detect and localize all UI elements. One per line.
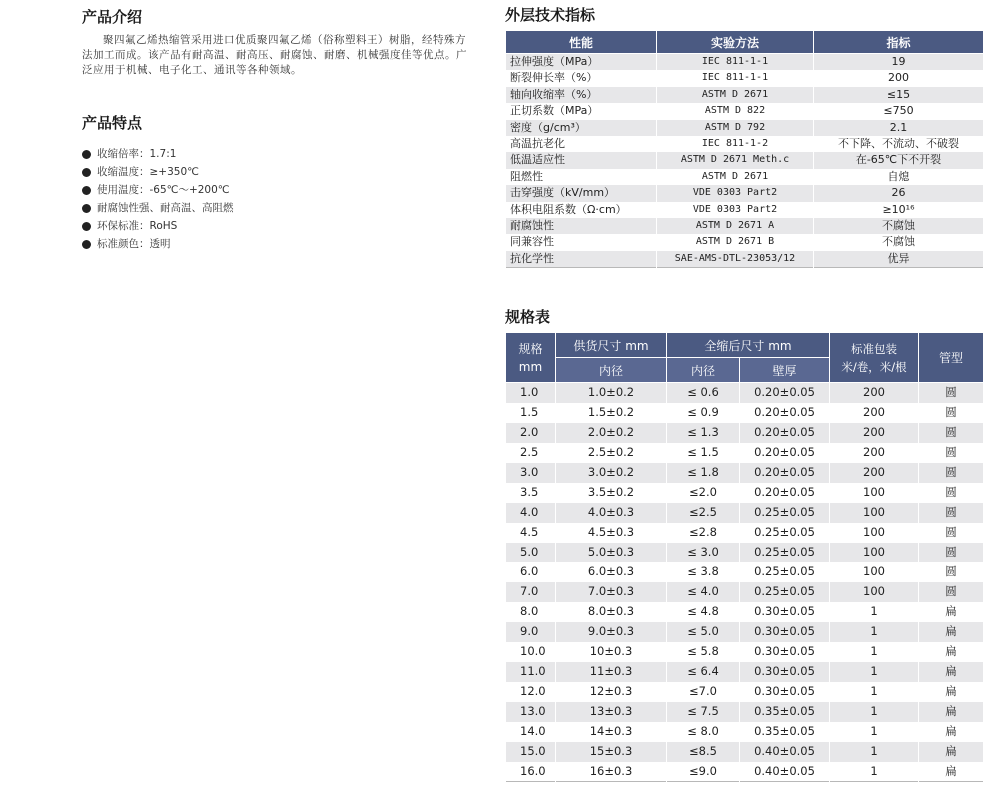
feature-item bbox=[82, 145, 474, 163]
spec-cell-package: 1 bbox=[830, 742, 919, 762]
feature-item bbox=[82, 235, 474, 253]
tech-cell-method: VDE 0303 Part2 bbox=[657, 185, 814, 201]
spec-cell-size: 16.0 bbox=[506, 762, 556, 782]
feature-text: 收缩倍率：1.7:1 bbox=[97, 148, 177, 160]
spec-cell-wall: 0.30±0.05 bbox=[740, 662, 830, 682]
spec-cell-wall: 0.20±0.05 bbox=[740, 383, 830, 403]
spec-cell-type: 圆 bbox=[919, 403, 984, 423]
spec-cell-shrunk-id: ≤9.0 bbox=[667, 762, 740, 782]
spec-cell-size: 14.0 bbox=[506, 722, 556, 742]
spec-row bbox=[506, 403, 984, 423]
spec-cell-size: 2.5 bbox=[506, 443, 556, 463]
spec-cell-size: 3.0 bbox=[506, 463, 556, 483]
spec-cell-supply-id: 5.0±0.3 bbox=[556, 543, 667, 563]
spec-cell-type: 扁 bbox=[919, 642, 984, 662]
tech-cell-value: 不下降、不流动、不破裂 bbox=[814, 136, 984, 152]
spec-cell-supply-id: 1.5±0.2 bbox=[556, 403, 667, 423]
spec-cell-package: 1 bbox=[830, 722, 919, 742]
spec-cell-type: 扁 bbox=[919, 722, 984, 742]
feature-text: 标准颜色：透明 bbox=[97, 238, 171, 250]
feature-item bbox=[82, 199, 474, 217]
spec-cell-wall: 0.40±0.05 bbox=[740, 762, 830, 782]
spec-cell-wall: 0.30±0.05 bbox=[740, 642, 830, 662]
tech-row bbox=[506, 202, 984, 218]
tech-cell-property: 耐腐蚀性 bbox=[506, 218, 657, 234]
tech-cell-method: ASTM D 822 bbox=[657, 103, 814, 119]
spec-header-shrunk-wall: 壁厚 bbox=[740, 358, 830, 383]
tech-header-method: 实验方法 bbox=[657, 31, 814, 54]
tech-cell-value: 在-65℃下不开裂 bbox=[814, 152, 984, 168]
spec-row bbox=[506, 622, 984, 642]
spec-cell-supply-id: 10±0.3 bbox=[556, 642, 667, 662]
spec-header-supply: 供货尺寸 mm bbox=[556, 333, 667, 358]
spec-cell-size: 8.0 bbox=[506, 602, 556, 622]
tech-cell-property: 体积电阻系数（Ω·cm） bbox=[506, 202, 657, 218]
spec-cell-supply-id: 9.0±0.3 bbox=[556, 622, 667, 642]
left-column bbox=[82, 6, 474, 253]
spec-cell-size: 5.0 bbox=[506, 543, 556, 563]
tech-cell-property: 正切系数（MPa） bbox=[506, 103, 657, 119]
spec-cell-shrunk-id: ≤7.0 bbox=[667, 682, 740, 702]
spec-cell-size: 10.0 bbox=[506, 642, 556, 662]
spec-row bbox=[506, 722, 984, 742]
spec-row bbox=[506, 762, 984, 782]
tech-row bbox=[506, 251, 984, 268]
spec-cell-size: 6.0 bbox=[506, 562, 556, 582]
spec-header-type: 管型 bbox=[919, 333, 984, 383]
spec-cell-package: 1 bbox=[830, 762, 919, 782]
spec-row bbox=[506, 702, 984, 722]
spec-cell-package: 200 bbox=[830, 463, 919, 483]
spec-cell-supply-id: 2.0±0.2 bbox=[556, 423, 667, 443]
spec-cell-wall: 0.20±0.05 bbox=[740, 443, 830, 463]
tech-cell-property: 拉伸强度（MPa） bbox=[506, 54, 657, 71]
spec-cell-shrunk-id: ≤2.5 bbox=[667, 503, 740, 523]
spec-cell-supply-id: 12±0.3 bbox=[556, 682, 667, 702]
spec-cell-supply-id: 15±0.3 bbox=[556, 742, 667, 762]
tech-cell-property: 高温抗老化 bbox=[506, 136, 657, 152]
feature-item bbox=[82, 163, 474, 181]
spec-row bbox=[506, 443, 984, 463]
spec-cell-supply-id: 4.0±0.3 bbox=[556, 503, 667, 523]
spec-cell-package: 200 bbox=[830, 423, 919, 443]
spec-cell-supply-id: 4.5±0.3 bbox=[556, 523, 667, 543]
spec-cell-size: 12.0 bbox=[506, 682, 556, 702]
spec-cell-shrunk-id: ≤ 1.3 bbox=[667, 423, 740, 443]
spec-cell-supply-id: 11±0.3 bbox=[556, 662, 667, 682]
tech-cell-property: 抗化学性 bbox=[506, 251, 657, 268]
tech-cell-method: SAE-AMS-DTL-23053/12 bbox=[657, 251, 814, 268]
spec-cell-package: 100 bbox=[830, 523, 919, 543]
intro-title: 产品介绍 bbox=[82, 8, 143, 26]
spec-cell-wall: 0.35±0.05 bbox=[740, 722, 830, 742]
spec-cell-package: 200 bbox=[830, 443, 919, 463]
bullet-dot-icon bbox=[82, 204, 91, 213]
spec-row bbox=[506, 742, 984, 762]
features-list bbox=[82, 145, 474, 253]
tech-cell-method: ASTM D 2671 A bbox=[657, 218, 814, 234]
tech-row bbox=[506, 169, 984, 185]
spec-cell-package: 200 bbox=[830, 383, 919, 403]
spec-row bbox=[506, 483, 984, 503]
spec-cell-shrunk-id: ≤ 8.0 bbox=[667, 722, 740, 742]
spec-cell-package: 100 bbox=[830, 562, 919, 582]
tech-cell-property: 击穿强度（kV/mm） bbox=[506, 185, 657, 201]
spec-cell-shrunk-id: ≤2.0 bbox=[667, 483, 740, 503]
spec-cell-type: 扁 bbox=[919, 602, 984, 622]
tech-title: 外层技术指标 bbox=[505, 6, 596, 24]
spec-cell-wall: 0.25±0.05 bbox=[740, 503, 830, 523]
spec-row bbox=[506, 662, 984, 682]
tech-cell-property: 断裂伸长率（%） bbox=[506, 70, 657, 86]
tech-cell-method: IEC 811-1-1 bbox=[657, 70, 814, 86]
spec-cell-shrunk-id: ≤2.8 bbox=[667, 523, 740, 543]
tech-row bbox=[506, 234, 984, 250]
spec-cell-shrunk-id: ≤ 4.0 bbox=[667, 582, 740, 602]
spec-cell-supply-id: 3.0±0.2 bbox=[556, 463, 667, 483]
feature-text: 环保标准：RoHS bbox=[97, 220, 178, 232]
spec-cell-type: 扁 bbox=[919, 702, 984, 722]
spec-cell-size: 13.0 bbox=[506, 702, 556, 722]
spec-cell-package: 100 bbox=[830, 483, 919, 503]
intro-text: 聚四氟乙烯热缩管采用进口优质聚四氟乙烯（俗称塑料王）树脂，经特殊方法加工而成。该产品有耐高温、耐高压、耐腐蚀、耐磨、机械强度佳等优点。广泛应用于机械、电子化工、通讯等各种领域。 bbox=[82, 34, 467, 76]
tech-cell-value: 不腐蚀 bbox=[814, 234, 984, 250]
spec-cell-package: 100 bbox=[830, 543, 919, 563]
spec-cell-type: 扁 bbox=[919, 662, 984, 682]
spec-cell-type: 扁 bbox=[919, 762, 984, 782]
tech-table bbox=[505, 30, 984, 268]
spec-body bbox=[506, 383, 984, 782]
spec-row bbox=[506, 523, 984, 543]
spec-cell-size: 4.0 bbox=[506, 503, 556, 523]
spec-cell-wall: 0.30±0.05 bbox=[740, 602, 830, 622]
features-title: 产品特点 bbox=[82, 114, 143, 132]
spec-cell-wall: 0.20±0.05 bbox=[740, 403, 830, 423]
spec-row bbox=[506, 562, 984, 582]
spec-cell-wall: 0.25±0.05 bbox=[740, 562, 830, 582]
spec-cell-wall: 0.30±0.05 bbox=[740, 682, 830, 702]
tech-cell-method: ASTM D 2671 bbox=[657, 87, 814, 103]
spec-row bbox=[506, 463, 984, 483]
tech-cell-property: 阻燃性 bbox=[506, 169, 657, 185]
spec-cell-shrunk-id: ≤ 5.8 bbox=[667, 642, 740, 662]
spec-cell-type: 圆 bbox=[919, 483, 984, 503]
spec-row bbox=[506, 503, 984, 523]
tech-row bbox=[506, 218, 984, 234]
spec-cell-supply-id: 6.0±0.3 bbox=[556, 562, 667, 582]
spec-cell-type: 圆 bbox=[919, 543, 984, 563]
spec-cell-shrunk-id: ≤ 7.5 bbox=[667, 702, 740, 722]
tech-row bbox=[506, 136, 984, 152]
spec-cell-package: 100 bbox=[830, 582, 919, 602]
tech-cell-value: ≥10¹⁶ bbox=[814, 202, 984, 218]
tech-cell-value: 200 bbox=[814, 70, 984, 86]
spec-cell-type: 圆 bbox=[919, 523, 984, 543]
spec-cell-shrunk-id: ≤ 3.0 bbox=[667, 543, 740, 563]
spec-cell-size: 1.5 bbox=[506, 403, 556, 423]
tech-header-property: 性能 bbox=[506, 31, 657, 54]
spec-cell-size: 11.0 bbox=[506, 662, 556, 682]
spec-cell-shrunk-id: ≤ 1.5 bbox=[667, 443, 740, 463]
spec-cell-package: 200 bbox=[830, 403, 919, 423]
spec-cell-package: 1 bbox=[830, 622, 919, 642]
bullet-dot-icon bbox=[82, 222, 91, 231]
feature-item bbox=[82, 217, 474, 235]
tech-row bbox=[506, 70, 984, 86]
spec-cell-package: 1 bbox=[830, 682, 919, 702]
spec-cell-supply-id: 14±0.3 bbox=[556, 722, 667, 742]
tech-row bbox=[506, 152, 984, 168]
spec-cell-supply-id: 16±0.3 bbox=[556, 762, 667, 782]
tech-header-value: 指标 bbox=[814, 31, 984, 54]
spec-cell-supply-id: 7.0±0.3 bbox=[556, 582, 667, 602]
tech-cell-method: ASTM D 2671 bbox=[657, 169, 814, 185]
spec-header-size: 规格 mm bbox=[506, 333, 556, 383]
tech-cell-method: IEC 811-1-2 bbox=[657, 136, 814, 152]
spec-cell-shrunk-id: ≤ 5.0 bbox=[667, 622, 740, 642]
spec-cell-type: 圆 bbox=[919, 463, 984, 483]
spec-cell-type: 圆 bbox=[919, 443, 984, 463]
spec-cell-wall: 0.35±0.05 bbox=[740, 702, 830, 722]
tech-cell-property: 同兼容性 bbox=[506, 234, 657, 250]
spec-cell-shrunk-id: ≤ 3.8 bbox=[667, 562, 740, 582]
feature-item bbox=[82, 181, 474, 199]
spec-cell-size: 2.0 bbox=[506, 423, 556, 443]
spec-cell-shrunk-id: ≤8.5 bbox=[667, 742, 740, 762]
spec-cell-size: 9.0 bbox=[506, 622, 556, 642]
spec-cell-wall: 0.20±0.05 bbox=[740, 483, 830, 503]
spec-cell-supply-id: 2.5±0.2 bbox=[556, 443, 667, 463]
spec-cell-size: 7.0 bbox=[506, 582, 556, 602]
spec-cell-type: 圆 bbox=[919, 423, 984, 443]
spec-cell-wall: 0.25±0.05 bbox=[740, 582, 830, 602]
spec-row bbox=[506, 543, 984, 563]
spec-cell-package: 1 bbox=[830, 702, 919, 722]
tech-body bbox=[506, 54, 984, 268]
spec-cell-wall: 0.30±0.05 bbox=[740, 622, 830, 642]
feature-text: 耐腐蚀性强、耐高温、高阻燃 bbox=[97, 202, 234, 214]
spec-row bbox=[506, 682, 984, 702]
spec-cell-size: 15.0 bbox=[506, 742, 556, 762]
spec-cell-package: 1 bbox=[830, 662, 919, 682]
spec-cell-type: 扁 bbox=[919, 622, 984, 642]
tech-row bbox=[506, 120, 984, 136]
spec-cell-shrunk-id: ≤ 0.9 bbox=[667, 403, 740, 423]
bullet-dot-icon bbox=[82, 186, 91, 195]
bullet-dot-icon bbox=[82, 150, 91, 159]
tech-cell-property: 低温适应性 bbox=[506, 152, 657, 168]
tech-cell-property: 轴向收缩率（%） bbox=[506, 87, 657, 103]
feature-text: 使用温度：-65℃～+200℃ bbox=[97, 184, 230, 196]
spec-cell-size: 3.5 bbox=[506, 483, 556, 503]
spec-header-package: 标准包装 米/卷，米/根 bbox=[830, 333, 919, 383]
tech-cell-value: 2.1 bbox=[814, 120, 984, 136]
spec-cell-package: 100 bbox=[830, 503, 919, 523]
tech-row bbox=[506, 103, 984, 119]
spec-header-shrunk-id: 内径 bbox=[667, 358, 740, 383]
spec-cell-package: 1 bbox=[830, 642, 919, 662]
tech-cell-value: ≤750 bbox=[814, 103, 984, 119]
spec-cell-shrunk-id: ≤ 6.4 bbox=[667, 662, 740, 682]
tech-cell-value: 自熄 bbox=[814, 169, 984, 185]
tech-cell-value: ≤15 bbox=[814, 87, 984, 103]
feature-text: 收缩温度：≥+350℃ bbox=[97, 166, 199, 178]
spec-cell-size: 4.5 bbox=[506, 523, 556, 543]
spec-cell-type: 圆 bbox=[919, 503, 984, 523]
tech-cell-value: 优异 bbox=[814, 251, 984, 268]
spec-cell-size: 1.0 bbox=[506, 383, 556, 403]
spec-row bbox=[506, 602, 984, 622]
spec-cell-supply-id: 8.0±0.3 bbox=[556, 602, 667, 622]
spec-cell-supply-id: 13±0.3 bbox=[556, 702, 667, 722]
spec-header-shrunk: 全缩后尺寸 mm bbox=[667, 333, 830, 358]
spec-row bbox=[506, 582, 984, 602]
spec-cell-type: 圆 bbox=[919, 562, 984, 582]
spec-header-supply-id: 内径 bbox=[556, 358, 667, 383]
spec-cell-type: 圆 bbox=[919, 383, 984, 403]
tech-cell-method: ASTM D 792 bbox=[657, 120, 814, 136]
tech-cell-method: IEC 811-1-1 bbox=[657, 54, 814, 71]
spec-cell-type: 圆 bbox=[919, 582, 984, 602]
bullet-dot-icon bbox=[82, 168, 91, 177]
tech-cell-method: VDE 0303 Part2 bbox=[657, 202, 814, 218]
right-column bbox=[505, 4, 983, 782]
spec-cell-supply-id: 3.5±0.2 bbox=[556, 483, 667, 503]
spec-table bbox=[505, 332, 984, 782]
spec-cell-wall: 0.40±0.05 bbox=[740, 742, 830, 762]
spec-cell-wall: 0.25±0.05 bbox=[740, 543, 830, 563]
spec-row bbox=[506, 642, 984, 662]
tech-cell-value: 不腐蚀 bbox=[814, 218, 984, 234]
spec-row bbox=[506, 383, 984, 403]
spec-title: 规格表 bbox=[505, 308, 551, 327]
tech-row bbox=[506, 185, 984, 201]
tech-cell-value: 19 bbox=[814, 54, 984, 71]
tech-cell-method: ASTM D 2671 Meth.c bbox=[657, 152, 814, 168]
tech-row bbox=[506, 87, 984, 103]
spec-cell-shrunk-id: ≤ 1.8 bbox=[667, 463, 740, 483]
spec-cell-wall: 0.20±0.05 bbox=[740, 463, 830, 483]
spec-row bbox=[506, 423, 984, 443]
spec-cell-wall: 0.25±0.05 bbox=[740, 523, 830, 543]
tech-cell-method: ASTM D 2671 B bbox=[657, 234, 814, 250]
spec-cell-type: 扁 bbox=[919, 682, 984, 702]
tech-cell-property: 密度（g/cm³） bbox=[506, 120, 657, 136]
spec-cell-supply-id: 1.0±0.2 bbox=[556, 383, 667, 403]
bullet-dot-icon bbox=[82, 240, 91, 249]
spec-cell-shrunk-id: ≤ 4.8 bbox=[667, 602, 740, 622]
spec-cell-wall: 0.20±0.05 bbox=[740, 423, 830, 443]
tech-row bbox=[506, 54, 984, 71]
spec-cell-package: 1 bbox=[830, 602, 919, 622]
tech-cell-value: 26 bbox=[814, 185, 984, 201]
spec-cell-type: 扁 bbox=[919, 742, 984, 762]
spec-cell-shrunk-id: ≤ 0.6 bbox=[667, 383, 740, 403]
